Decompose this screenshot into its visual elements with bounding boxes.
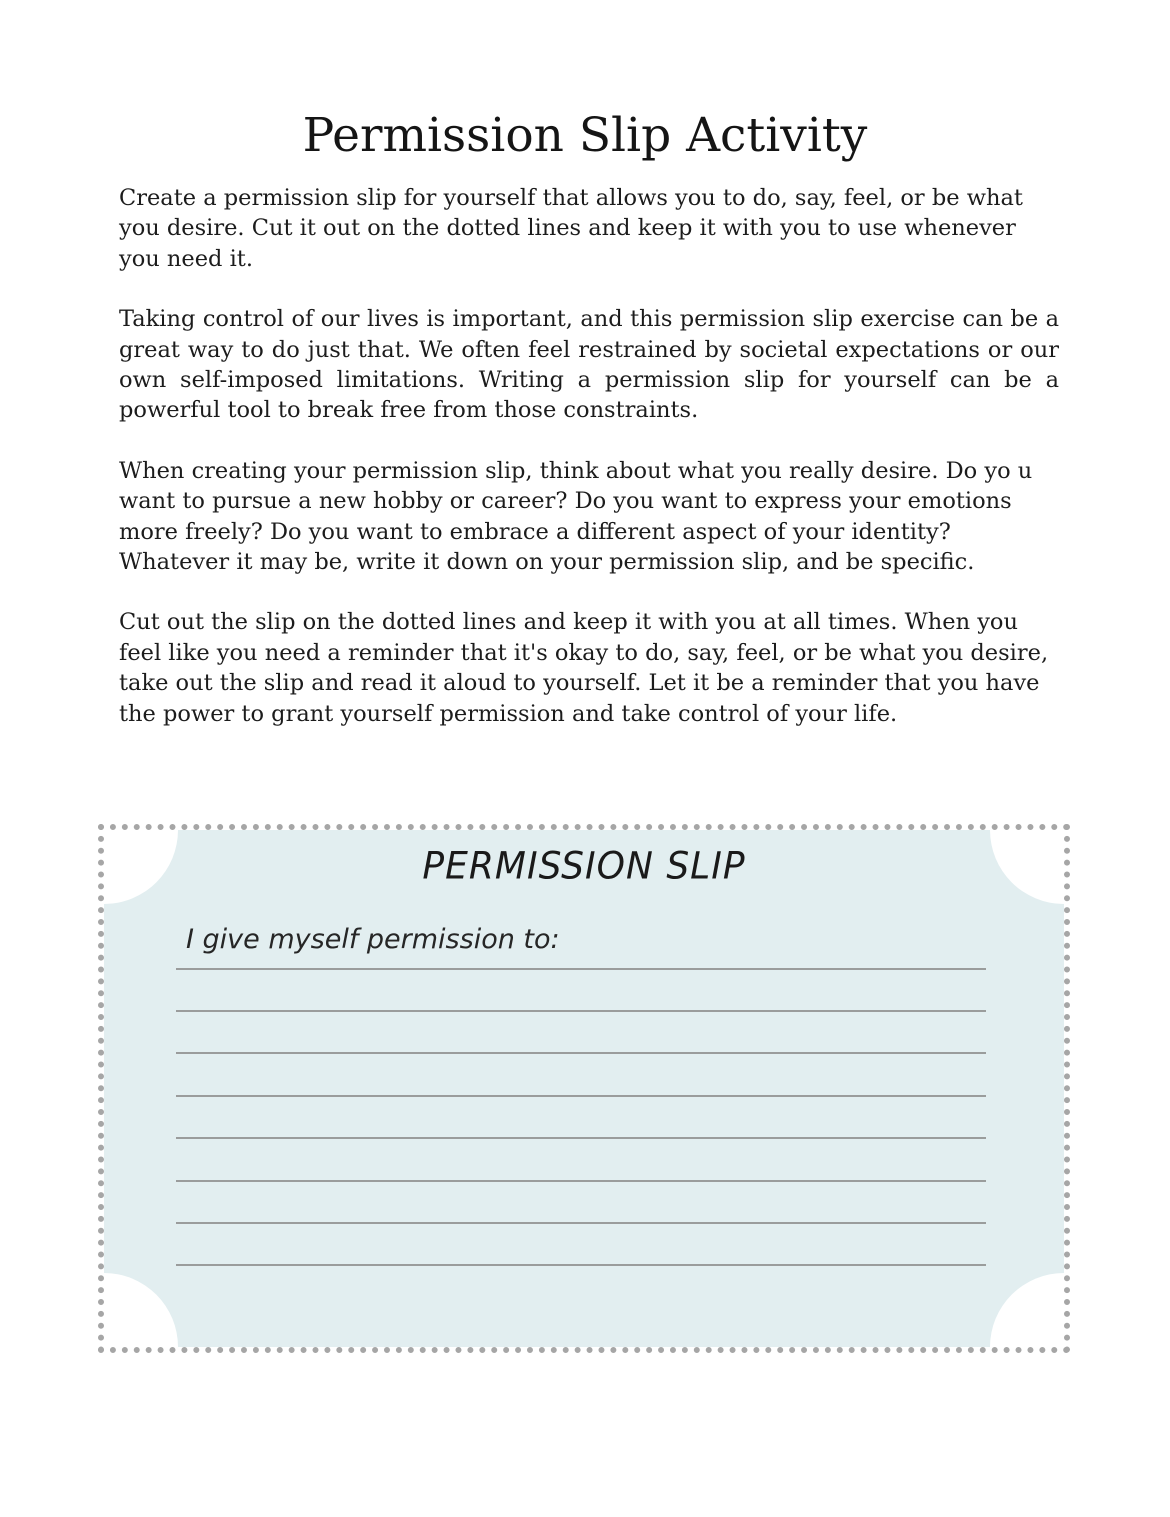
write-line-4[interactable] [176,1095,986,1097]
permission-slip-card [104,830,1064,1347]
corner-notch-bottom-right [990,1273,1064,1347]
instruction-paragraph-3: When creating your permission slip, think about what you really desire. Do yo u want to pursue a new hobby or career? Do you want to express your emotions more freely? Do you want to embrace a different aspect of your identity? Whatever it may be, write it down on your permission slip, and be specific. [119,457,1033,576]
write-line-8[interactable] [176,1264,986,1266]
write-line-5[interactable] [176,1137,986,1139]
page-title: Permission Slip Activity [302,108,868,163]
slip-title: PERMISSION SLIP [422,844,746,889]
instruction-paragraph-4: Cut out the slip on the dotted lines and keep it with you at all times. When you feel like you need a reminder that it's okay to do, say, feel, or be what you desire, take out the slip and read it aloud to yourself. Let it be a reminder that you have the power to grant yourself permission and take control of your life. [119,609,1049,727]
write-line-3[interactable] [176,1052,986,1054]
cut-out-dotted-border [98,824,1070,1353]
slip-prompt: I give myself permission to: [186,924,560,955]
write-line-7[interactable] [176,1222,986,1224]
instruction-paragraph-1: Create a permission slip for yourself that allows you to do, say, feel, or be what you desire. Cut it out on the dotted lines and keep it with you to use whenever you need it. [119,185,1023,272]
write-line-6[interactable] [176,1180,986,1182]
write-line-1[interactable] [176,968,986,970]
instruction-paragraph-2: Taking control of our lives is important, and this permission slip exercise can be a great way to do just that. We often feel restrained by societal expectations or our own self-imposed limitations. Writing a permission slip for yourself can be a powerful tool to break free from those constraints. [119,306,1059,424]
corner-notch-bottom-left [104,1273,178,1347]
write-line-2[interactable] [176,1010,986,1012]
instructions [119,183,1059,759]
